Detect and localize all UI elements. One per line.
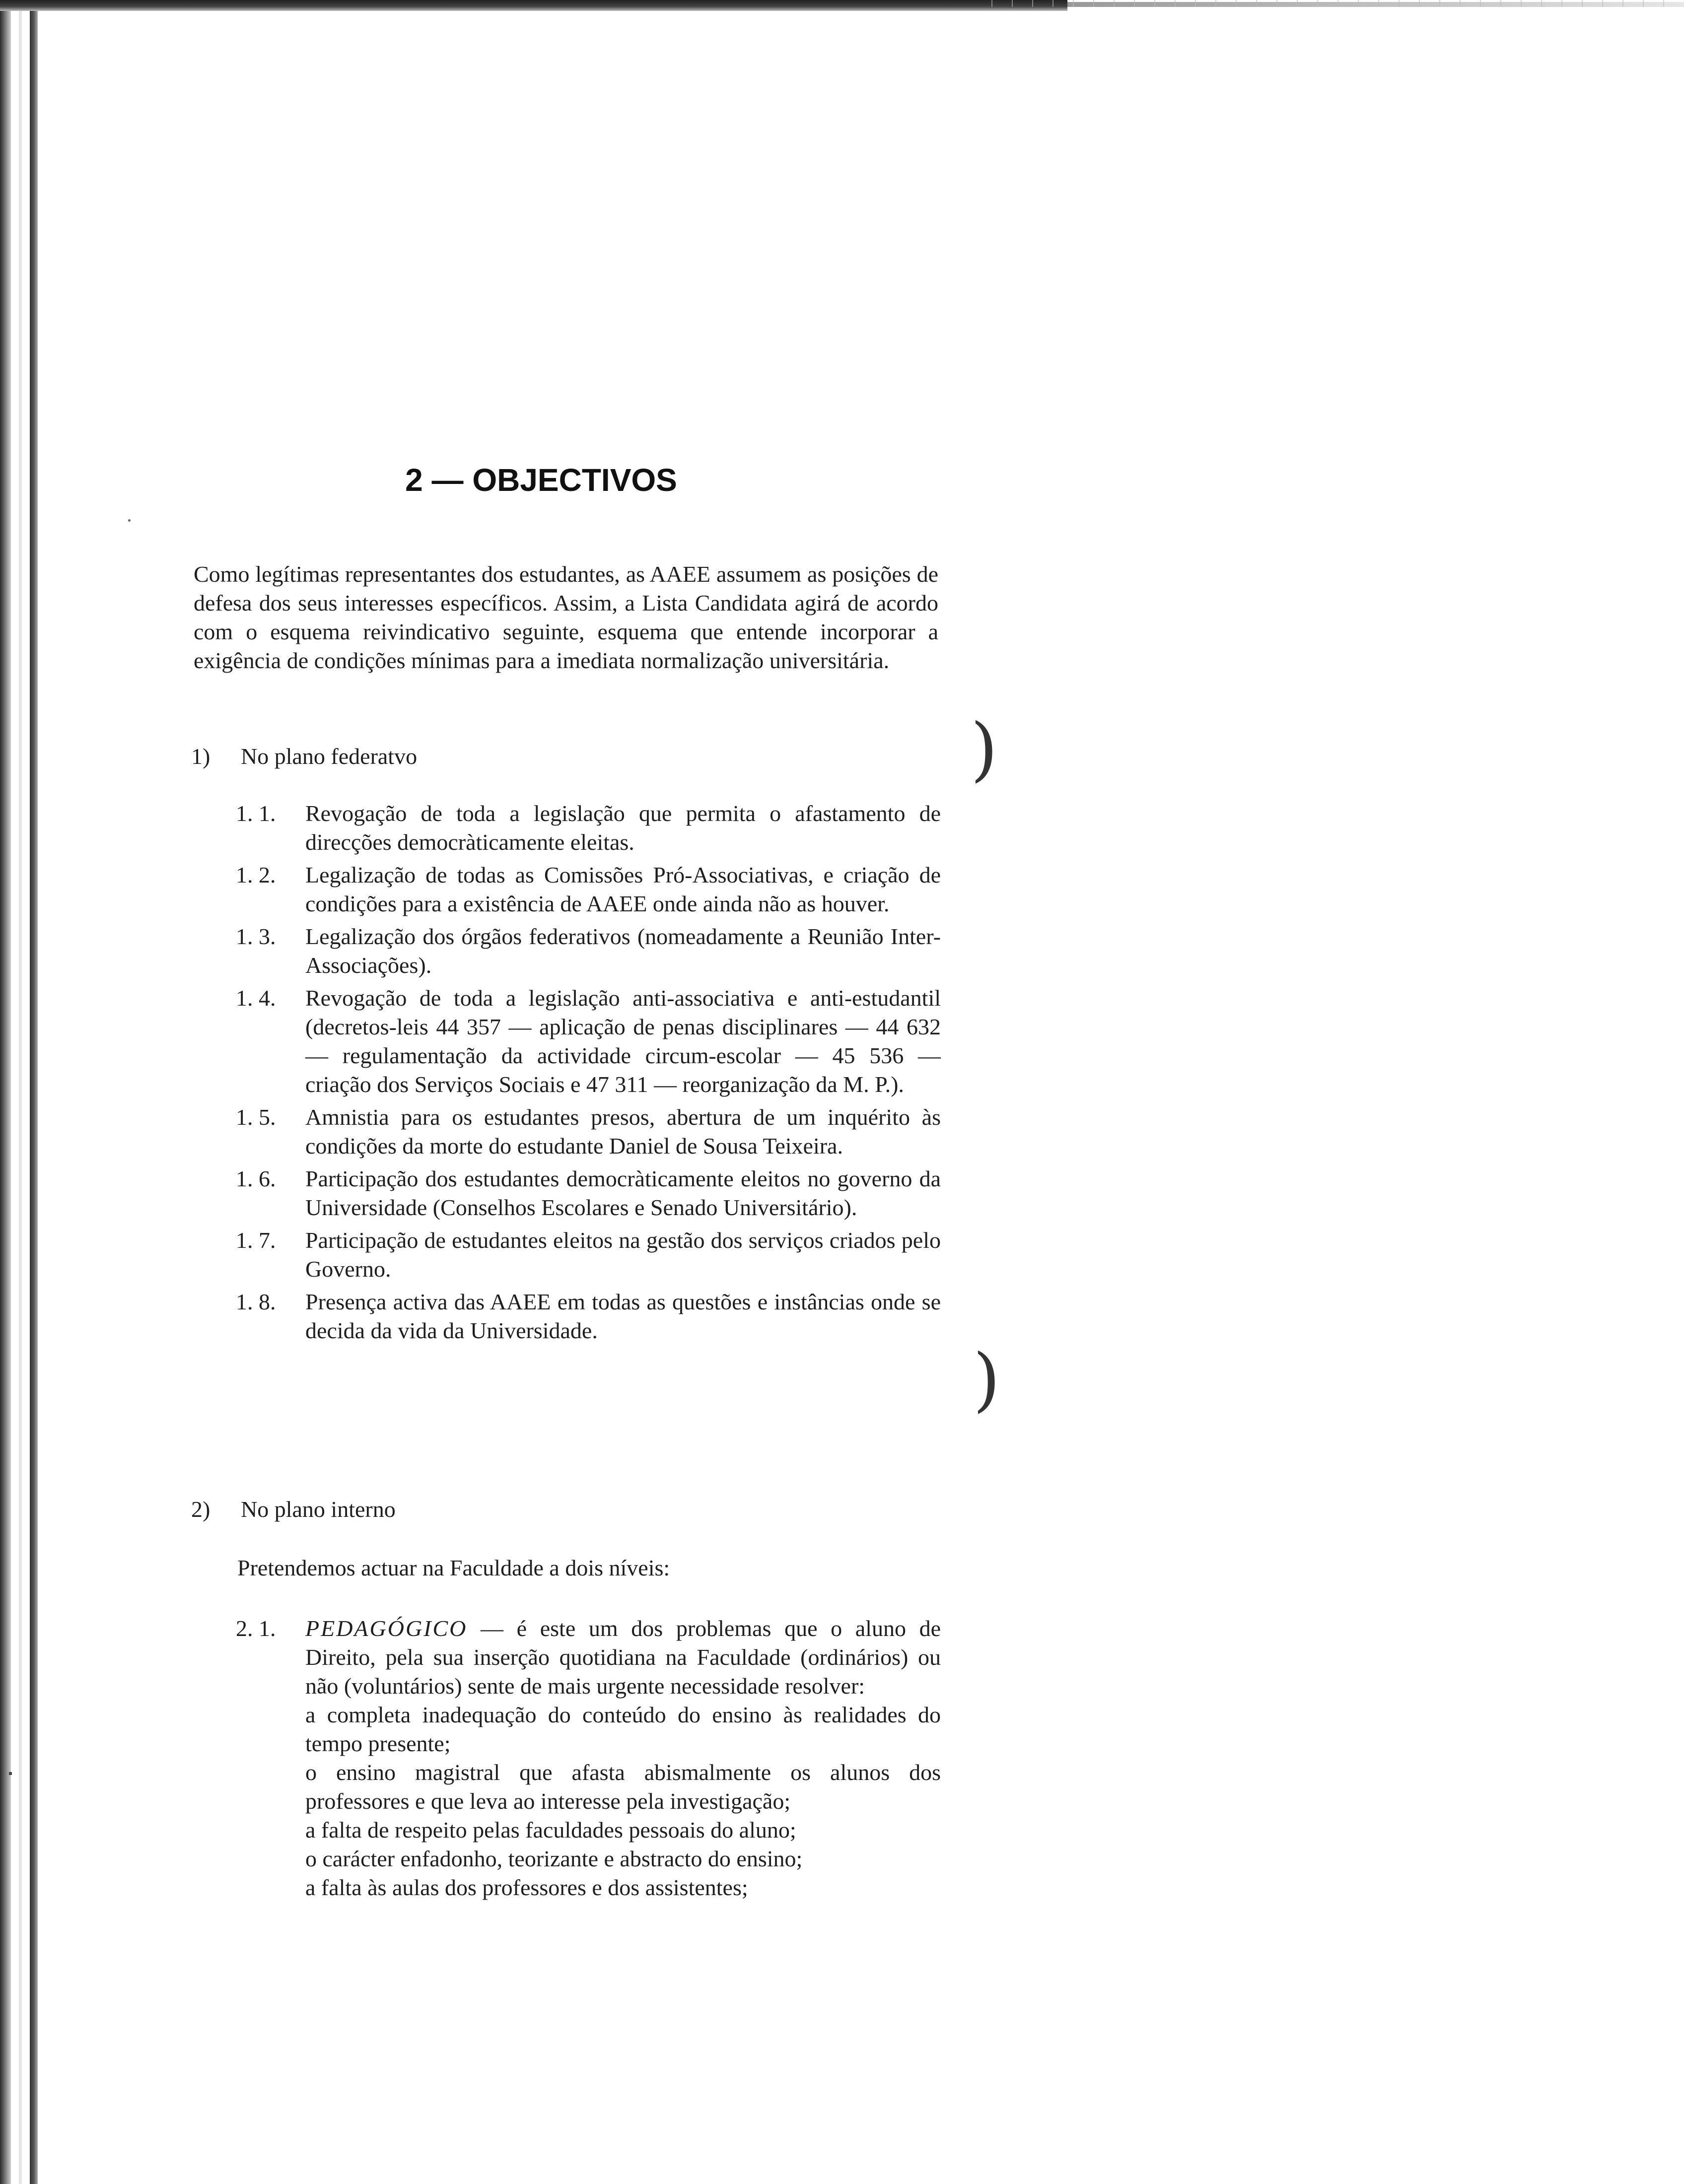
item-number: 1. 6. <box>236 1166 276 1191</box>
scan-dot-left <box>9 1772 12 1775</box>
scan-edge-left <box>0 0 11 2184</box>
item-text: Amnistia para os estudantes presos, abertura de um inquérito às condições da morte do estudante Daniel de Sousa Teixeira. <box>305 1104 941 1159</box>
item-number: 2. 1. <box>236 1616 276 1641</box>
list-item <box>236 922 941 980</box>
scan-specks <box>983 0 1678 7</box>
item-heading: PEDAGÓGICO <box>305 1616 468 1641</box>
item-line: a falta às aulas dos professores e dos assistentes; <box>305 1875 748 1900</box>
scan-edge-top <box>0 0 1067 11</box>
section-title: 2 — OBJECTIVOS <box>405 462 677 498</box>
item-line: a falta de respeito pelas faculdades pessoais do aluno; <box>305 1817 796 1843</box>
item-text: Presença activa das AAEE em todas as questões e instâncias onde se decida da vida da Universidade. <box>305 1289 941 1343</box>
intro-paragraph: Como legítimas representantes dos estudantes, as AAEE assumem as posições de defesa dos seus interesses específicos. Assim, a Lista Candidata agirá de acordo com o esquema reivindicativo seguinte, esquema que entende incorporar a exigência de condições mínimas para a imediata normalização universitária. <box>194 561 938 673</box>
section-2-number: 2) <box>191 1497 210 1522</box>
margin-bracket-mark: ) <box>971 709 998 790</box>
section-2-heading <box>191 1495 396 1524</box>
item-number: 1. 1. <box>236 801 276 826</box>
list-item <box>236 1103 941 1160</box>
section-1-list <box>236 799 941 1349</box>
item-line: o ensino magistral que afasta abismalmente os alunos dos professores e que leva ao interesse pela investigação; <box>305 1760 941 1814</box>
section-2-list <box>236 1614 941 1906</box>
item-lines <box>305 1701 941 1902</box>
item-number: 1. 4. <box>236 985 276 1011</box>
item-line: o carácter enfadonho, teorizante e abstracto do ensino; <box>305 1846 803 1871</box>
item-text: Revogação de toda a legislação anti-associativa e anti-estudantil (decretos-leis 44 357 — aplicação de penas disciplinares — 44 632 — regulamentação da actividade circum-escolar — 45 536 — criação dos Serviços Sociais e 47 311 — reorganização da M. P.). <box>305 985 941 1097</box>
item-number: 1. 3. <box>236 924 276 949</box>
list-item <box>236 1164 941 1222</box>
item-text: Participação dos estudantes democràticamente eleitos no governo da Universidade (Conselhos Escolares e Senado Universitário). <box>305 1166 941 1220</box>
item-number: 1. 8. <box>236 1289 276 1314</box>
list-item <box>236 1614 941 1902</box>
scan-edge-gap <box>19 0 22 2184</box>
list-item <box>236 799 941 857</box>
scan-dot <box>128 519 131 522</box>
section-2-title: No plano interno <box>241 1497 396 1522</box>
item-text: Legalização dos órgãos federativos (nomeadamente a Reunião Inter-Associações). <box>305 924 941 978</box>
section-1-title: No plano federatvo <box>241 744 418 769</box>
list-item <box>236 984 941 1099</box>
item-line: a completa inadequação do conteúdo do ensino às realidades do tempo presente; <box>305 1702 941 1756</box>
item-text: Revogação de toda a legislação que permita o afastamento de direcções democràticamente eleitas. <box>305 801 941 855</box>
margin-bracket-mark: ) <box>973 1339 1000 1420</box>
list-item <box>236 1288 941 1345</box>
section-2-lead: Pretendemos actuar na Faculdade a dois níveis: <box>237 1555 670 1580</box>
list-item <box>236 861 941 918</box>
item-text: Participação de estudantes eleitos na gestão dos serviços criados pelo Governo. <box>305 1228 941 1282</box>
section-1-number: 1) <box>191 744 210 769</box>
scan-edge-inner <box>30 10 38 2184</box>
item-number: 1. 7. <box>236 1228 276 1253</box>
item-body <box>305 1614 941 1902</box>
item-number: 1. 5. <box>236 1104 276 1130</box>
item-text: — é este um dos problemas que o aluno de Direito, pela sua inserção quotidiana na Faculdade (ordinários) ou não (voluntários) sente de mais urgente necessidade resolver: <box>305 1616 941 1699</box>
section-1-heading <box>191 742 417 771</box>
list-item <box>236 1226 941 1284</box>
item-number: 1. 2. <box>236 862 276 887</box>
item-text: Legalização de todas as Comissões Pró-Associativas, e criação de condições para a existência de AAEE onde ainda não as houver. <box>305 862 941 916</box>
